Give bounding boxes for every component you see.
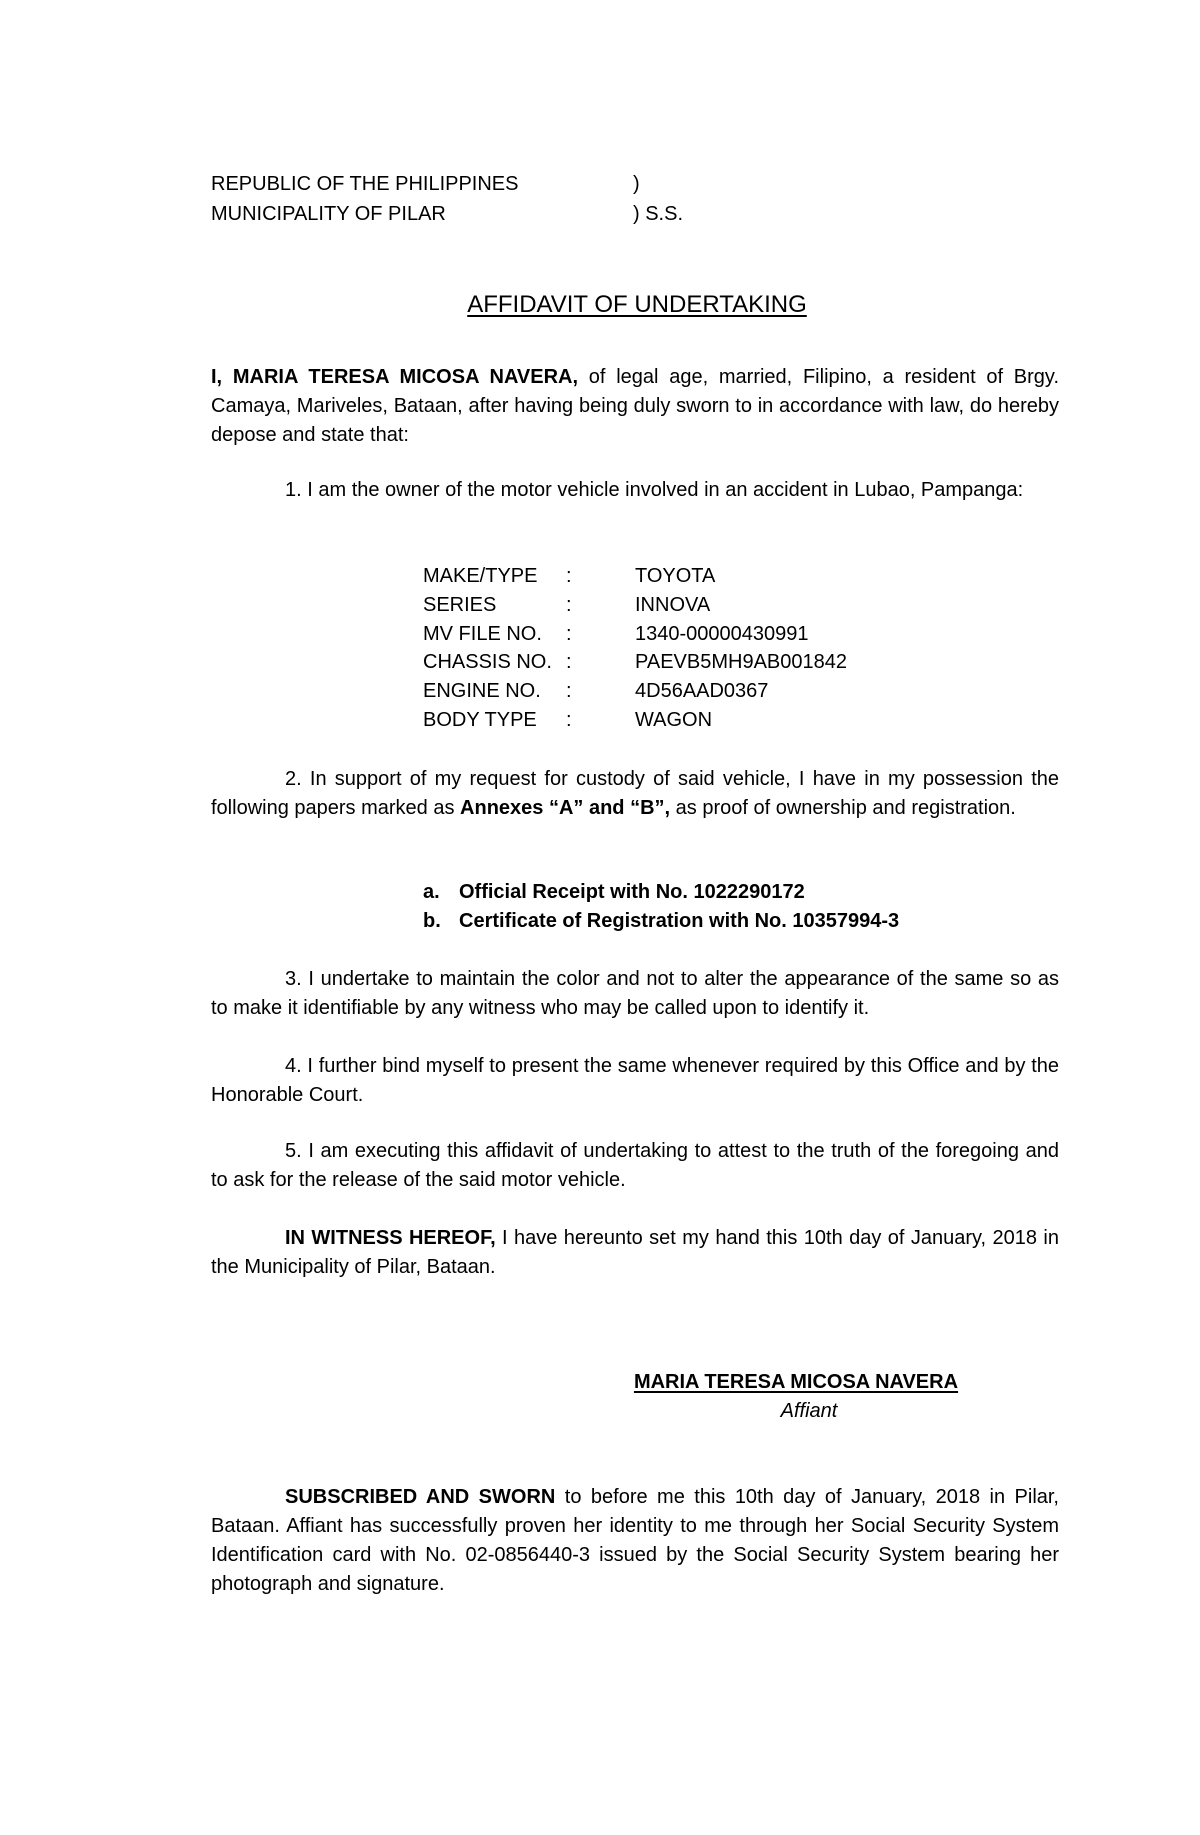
paragraph-2-annexes: Annexes “A” and “B”, — [460, 797, 671, 819]
paragraph-2 — [211, 765, 1059, 823]
vehicle-separator: : — [566, 680, 572, 703]
paragraph-1: 1. I am the owner of the motor vehicle involved in an accident in Lubao, Pampanga: — [285, 479, 1024, 501]
document-title: AFFIDAVIT OF UNDERTAKING — [467, 291, 807, 318]
vehicle-value: TOYOTA — [635, 565, 716, 587]
paragraph-4: 4. I further bind myself to present the same whenever required by this Office and by the Honorable Court. — [211, 1055, 1059, 1106]
witness-text: I have hereunto set my hand this 10th day of January, 2018 in the Municipality of Pilar, Bataan. — [211, 1227, 1059, 1278]
intro-text: of legal age, married, Filipino, a resident of Brgy. Camaya, Mariveles, Bataan, after having being duly sworn to in accordance with law, do hereby depose and state that: — [211, 366, 1059, 446]
venue-municipality: MUNICIPALITY OF PILAR — [211, 203, 446, 225]
paragraph-2-text-before: 2. In support of my request for custody of said vehicle, I have in my possession the following papers marked as — [211, 768, 1059, 819]
annex-list — [423, 878, 1043, 937]
vehicle-row-engine — [423, 677, 983, 706]
venue-row-municipality — [211, 199, 731, 229]
vehicle-row-mv-file — [423, 620, 983, 649]
vehicle-row-chassis — [423, 648, 983, 677]
annex-item-b — [423, 907, 1043, 936]
vehicle-separator: : — [566, 622, 572, 645]
vehicle-label: MAKE/TYPE — [423, 565, 538, 587]
jurat-heading: SUBSCRIBED AND SWORN — [285, 1486, 556, 1508]
affiant-signature-name: MARIA TERESA MICOSA NAVERA — [633, 1371, 959, 1393]
affiant-role: Affiant — [780, 1400, 838, 1422]
vehicle-separator: : — [566, 565, 572, 587]
annex-letter: a. — [423, 881, 440, 903]
annex-text: Official Receipt with No. 1022290172 — [459, 881, 805, 903]
intro-paragraph — [211, 363, 1059, 450]
jurat-paragraph — [211, 1483, 1059, 1599]
jurat-text: to before me this 10th day of January, 2018 in Pilar, Bataan. Affiant has successfully proven her identity to me through her Social Security System Identification card with No. 02-0856440-3 issued by the Social Security System bearing her photograph and signature. — [211, 1486, 1059, 1595]
vehicle-label: SERIES — [423, 593, 497, 616]
annex-text: Certificate of Registration with No. 10357994-3 — [459, 910, 900, 933]
vehicle-value: WAGON — [635, 708, 713, 731]
venue-ss-bracket: ) S.S. — [633, 203, 684, 225]
vehicle-value: 4D56AAD0367 — [635, 680, 769, 703]
vehicle-separator: : — [566, 651, 572, 674]
vehicle-separator: : — [566, 708, 572, 731]
paragraph-3: 3. I undertake to maintain the color and not to alter the appearance of the same so as to make it identifiable by any witness who may be called upon to identify it. — [211, 968, 1059, 1019]
vehicle-value: PAEVB5MH9AB001842 — [635, 651, 847, 674]
vehicle-separator: : — [566, 593, 572, 616]
vehicle-details-table — [423, 562, 983, 735]
witness-paragraph — [211, 1224, 1059, 1282]
vehicle-value: INNOVA — [635, 593, 711, 616]
vehicle-label: ENGINE NO. — [423, 680, 541, 703]
vehicle-row-body-type — [423, 706, 983, 735]
witness-heading: IN WITNESS HEREOF, — [285, 1227, 496, 1249]
vehicle-label: CHASSIS NO. — [423, 651, 552, 674]
annex-item-a — [423, 878, 1043, 907]
vehicle-label: MV FILE NO. — [423, 622, 542, 645]
vehicle-row-make-type — [423, 562, 983, 591]
intro-affiant-name: I, MARIA TERESA MICOSA NAVERA, — [211, 366, 579, 388]
vehicle-row-series — [423, 591, 983, 620]
venue-bracket: ) — [633, 173, 640, 195]
paragraph-5: 5. I am executing this affidavit of undertaking to attest to the truth of the foregoing and to ask for the release of the said motor vehicle. — [211, 1140, 1059, 1191]
vehicle-label: BODY TYPE — [423, 708, 537, 731]
venue-country: REPUBLIC OF THE PHILIPPINES — [211, 173, 519, 195]
venue-row-country — [211, 169, 731, 199]
paragraph-2-text-after: as proof of ownership and registration. — [675, 797, 1016, 819]
annex-letter: b. — [423, 910, 441, 933]
vehicle-value: 1340-00000430991 — [635, 622, 809, 645]
